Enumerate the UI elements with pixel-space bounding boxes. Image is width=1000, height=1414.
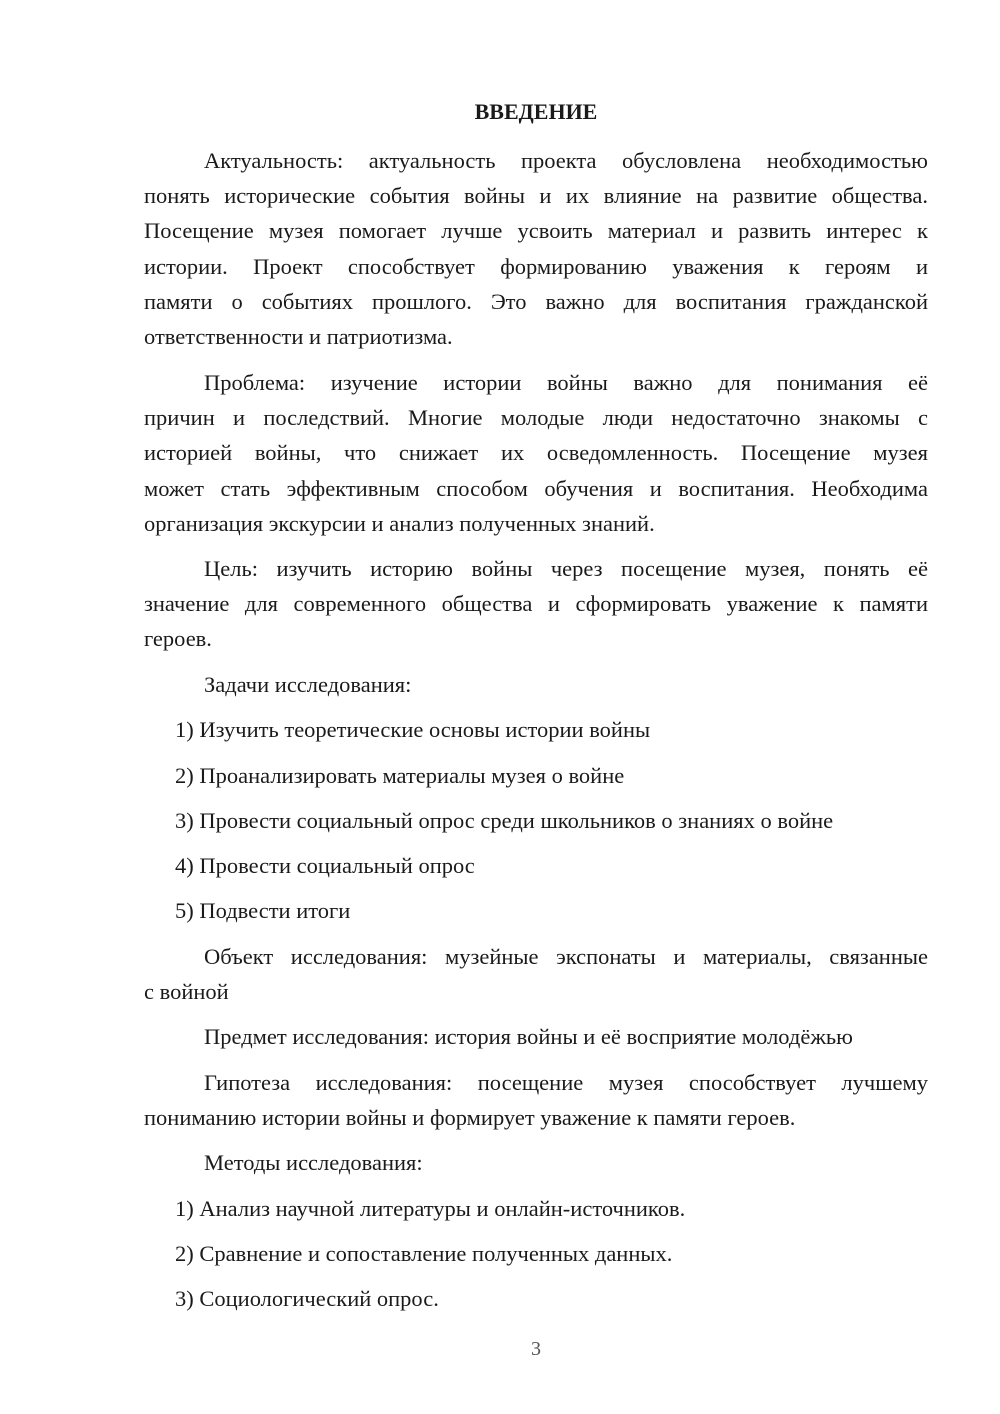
page-title: ВВЕДЕНИЕ (474, 99, 598, 124)
actuality-line: истории. Проект способствует формированию уважения к героям и (144, 254, 928, 279)
problem-line: Проблема: изучение истории войны важно для понимания её (204, 370, 928, 395)
task-item: 4) Провести социальный опрос (175, 853, 475, 878)
object-line: с войной (144, 979, 229, 1004)
method-item: 1) Анализ научной литературы и онлайн-источников. (175, 1196, 686, 1221)
problem-line: может стать эффективным способом обучения и воспитания. Необходима (144, 476, 928, 501)
goal-line: значение для современного общества и сформировать уважение к памяти (144, 591, 928, 616)
goal-line: Цель: изучить историю войны через посещение музея, понять её (204, 556, 928, 581)
actuality-line: понять исторические события войны и их влияние на развитие общества. (144, 183, 928, 208)
object-line: Объект исследования: музейные экспонаты и материалы, связанные (204, 944, 928, 969)
problem-line: организация экскурсии и анализ полученных знаний. (144, 511, 655, 536)
task-item: 2) Проанализировать материалы музея о войне (175, 763, 625, 788)
method-item: 2) Сравнение и сопоставление полученных данных. (175, 1241, 673, 1266)
task-item: 1) Изучить теоретические основы истории войны (175, 717, 651, 742)
tasks-heading: Задачи исследования: (204, 672, 412, 697)
problem-line: причин и последствий. Многие молодые люди недостаточно знакомы с (144, 405, 928, 430)
methods-heading: Методы исследования: (204, 1150, 423, 1175)
page-number: 3 (531, 1338, 541, 1360)
task-item: 5) Подвести итоги (175, 898, 351, 923)
task-item: 3) Провести социальный опрос среди школьников о знаниях о войне (175, 808, 834, 833)
actuality-line: Актуальность: актуальность проекта обусловлена необходимостью (204, 148, 928, 173)
subject-line: Предмет исследования: история войны и её восприятие молодёжью (204, 1024, 853, 1049)
hypothesis-line: Гипотеза исследования: посещение музея способствует лучшему (204, 1070, 928, 1095)
hypothesis-line: пониманию истории войны и формирует уважение к памяти героев. (144, 1105, 796, 1130)
actuality-line: памяти о событиях прошлого. Это важно для воспитания гражданской (144, 289, 928, 314)
actuality-line: Посещение музея помогает лучше усвоить материал и развить интерес к (144, 218, 928, 243)
goal-line: героев. (144, 626, 212, 651)
problem-line: историей войны, что снижает их осведомленность. Посещение музея (144, 440, 928, 465)
method-item: 3) Социологический опрос. (175, 1286, 439, 1311)
actuality-line: ответственности и патриотизма. (144, 324, 453, 349)
